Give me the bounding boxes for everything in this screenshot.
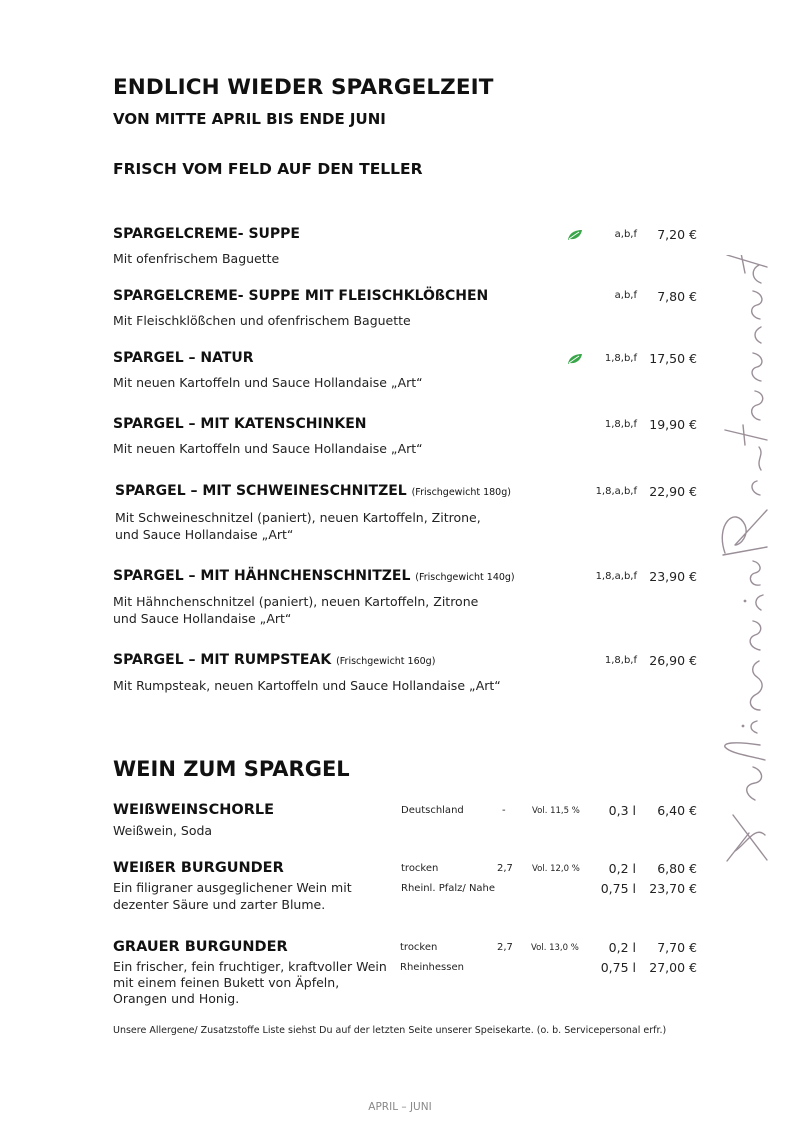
wine-price: 6,80 €: [657, 861, 697, 876]
dish-description-line2: und Sauce Hollandaise „Art“: [115, 527, 294, 542]
dish-description: Mit neuen Kartoffeln und Sauce Hollandaise „Art“: [113, 375, 423, 390]
dish-price: 17,50 €: [649, 351, 697, 366]
dish-description: Mit Schweineschnitzel (paniert), neuen Kartoffeln, Zitrone,: [115, 510, 481, 525]
dish-title: SPARGEL – MIT KATENSCHINKEN: [113, 416, 367, 432]
wine-sweetness: 2,7: [497, 942, 513, 953]
wine-name: WEIßWEINSCHORLE: [113, 802, 275, 818]
dish-price: 19,90 €: [649, 417, 697, 432]
wine-price-bottle: 23,70 €: [649, 881, 697, 896]
tagline: FRISCH VOM FELD AUF DEN TELLER: [113, 160, 423, 178]
dish-price: 7,80 €: [657, 289, 697, 304]
wine-origin: Rheinhessen: [400, 962, 464, 973]
dish-title: SPARGELCREME- SUPPE MIT FLEISCHKLÖßCHEN: [113, 288, 489, 304]
dish-title: [115, 483, 511, 499]
dish-title: [113, 568, 515, 584]
page-subtitle: VON MITTE APRIL BIS ENDE JUNI: [113, 110, 386, 128]
dish-description: Mit Fleischklößchen und ofenfrischem Baguette: [113, 313, 411, 328]
wine-name: WEIßER BURGUNDER: [113, 860, 284, 876]
wine-description-line3: Orangen und Honig.: [113, 991, 240, 1006]
wine-size: 0,2 l: [608, 861, 636, 876]
dish-title-text: SPARGEL – MIT RUMPSTEAK: [113, 652, 332, 668]
dish-title: SPARGEL – NATUR: [113, 350, 254, 366]
allergen-codes: 1,8,a,b,f: [595, 486, 637, 497]
dish-description: Mit Hähnchenschnitzel (paniert), neuen Kartoffeln, Zitrone: [113, 594, 479, 609]
dish-price: 7,20 €: [657, 227, 697, 242]
dish-description-line2: und Sauce Hollandaise „Art“: [113, 611, 292, 626]
wine-origin: Rheinl. Pfalz/ Nahe: [401, 883, 496, 894]
wine-sweetness: 2,7: [497, 863, 513, 874]
allergen-codes: 1,8,a,b,f: [595, 571, 637, 582]
page-title: ENDLICH WIEDER SPARGELZEIT: [113, 75, 494, 100]
dish-price: 22,90 €: [649, 484, 697, 499]
wine-alcohol: Vol. 13,0 %: [531, 943, 579, 953]
wine-description: Weißwein, Soda: [113, 823, 213, 838]
wine-price: 6,40 €: [657, 803, 697, 818]
wine-description-line2: dezenter Säure und zarter Blume.: [113, 897, 326, 912]
wine-size: 0,3 l: [608, 803, 636, 818]
wine-price-bottle: 27,00 €: [649, 960, 697, 975]
wine-name: GRAUER BURGUNDER: [113, 939, 288, 955]
wine-section-title: WEIN ZUM SPARGEL: [113, 757, 350, 781]
dish-description: Mit neuen Kartoffeln und Sauce Hollandaise „Art“: [113, 441, 423, 456]
allergen-codes: 1,8,b,f: [604, 419, 637, 430]
wine-alcohol: Vol. 12,0 %: [532, 864, 580, 874]
allergen-codes: 1,8,b,f: [604, 353, 637, 364]
dish-title: [113, 652, 435, 668]
dish-title: SPARGELCREME- SUPPE: [113, 226, 300, 242]
allergen-footnote: Unsere Allergene/ Zusatzstoffe Liste siehst Du auf der letzten Seite unserer Speisekarte. (o. b. Servicepersonal erfr.): [113, 1025, 667, 1036]
wine-description: Ein frischer, fein fruchtiger, kraftvoller Wein: [113, 959, 387, 974]
wine-size-bottle: 0,75 l: [600, 881, 636, 896]
dish-weight-note: (Frischgewicht 180g): [411, 487, 511, 498]
restaurant-signature-logo: [705, 255, 795, 875]
dish-weight-note: (Frischgewicht 160g): [336, 656, 436, 667]
dish-title-text: SPARGEL – MIT HÄHNCHENSCHNITZEL: [113, 568, 411, 584]
wine-origin: Deutschland: [401, 805, 464, 816]
wine-price: 7,70 €: [657, 940, 697, 955]
wine-alcohol: Vol. 11,5 %: [532, 806, 580, 816]
dish-description: Mit Rumpsteak, neuen Kartoffeln und Sauce Hollandaise „Art“: [113, 678, 501, 693]
wine-description-line2: mit einem feinen Bukett von Äpfeln,: [113, 975, 340, 990]
wine-sweetness: -: [502, 805, 506, 816]
page-footer: APRIL – JUNI: [368, 1101, 432, 1113]
dish-description: Mit ofenfrischem Baguette: [113, 251, 280, 266]
dish-title-text: SPARGEL – MIT SCHWEINESCHNITZEL: [115, 483, 407, 499]
wine-size: 0,2 l: [608, 940, 636, 955]
allergen-codes: a,b,f: [614, 290, 637, 301]
wine-taste: trocken: [401, 863, 439, 874]
allergen-codes: 1,8,b,f: [604, 655, 637, 666]
wine-size-bottle: 0,75 l: [600, 960, 636, 975]
allergen-codes: a,b,f: [614, 229, 637, 240]
wine-taste: trocken: [400, 942, 438, 953]
dish-price: 26,90 €: [649, 653, 697, 668]
wine-description: Ein filigraner ausgeglichener Wein mit: [113, 880, 352, 895]
dish-weight-note: (Frischgewicht 140g): [415, 572, 515, 583]
dish-price: 23,90 €: [649, 569, 697, 584]
